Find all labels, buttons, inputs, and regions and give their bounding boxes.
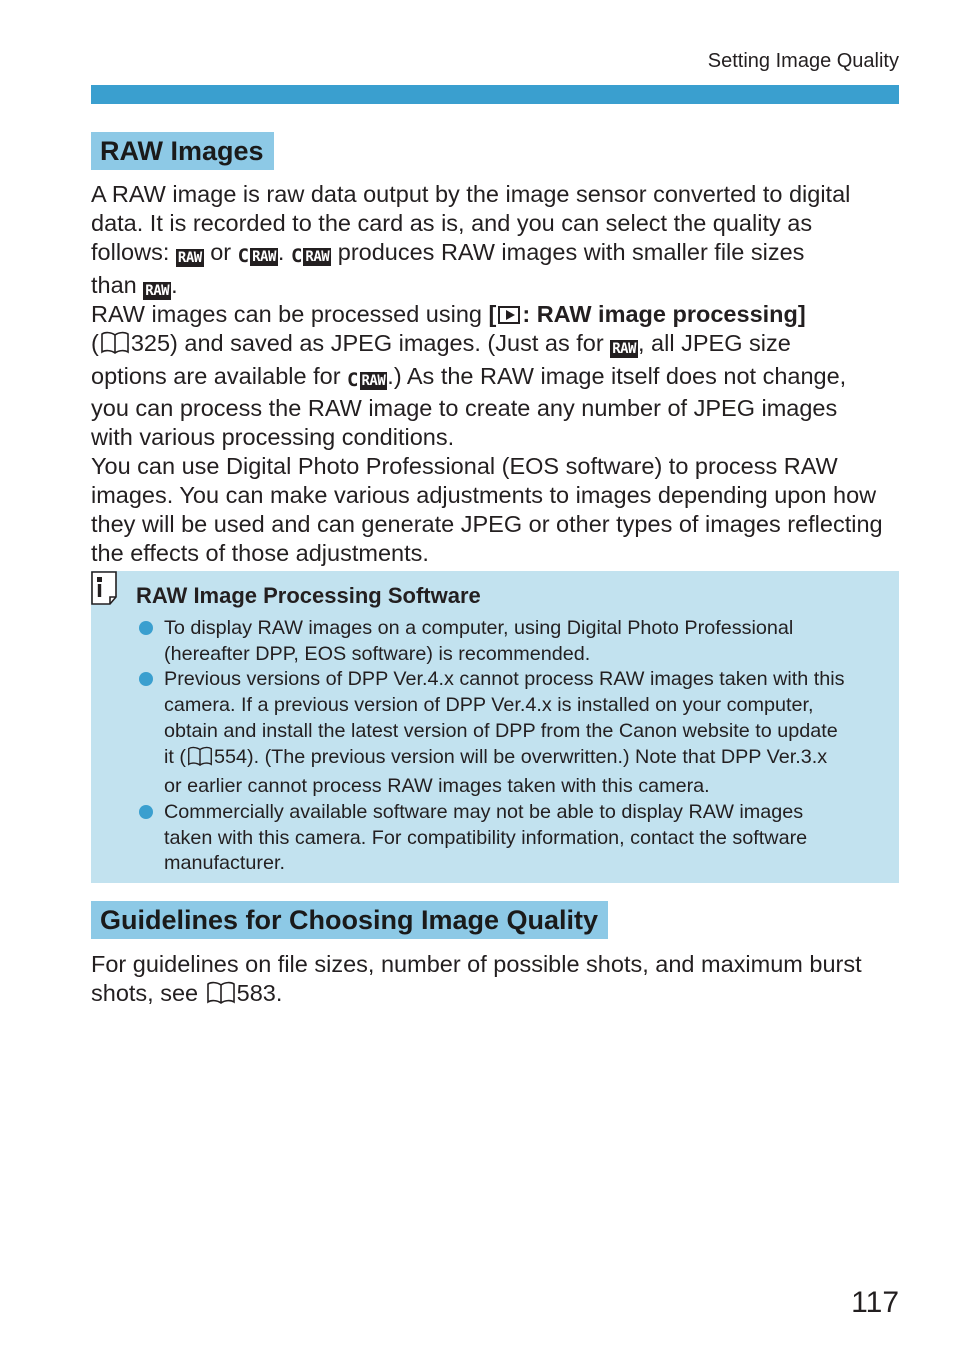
- body-line: [91, 238, 903, 271]
- craw-quality-icon: C RAW: [290, 244, 330, 267]
- text-run: RAW images can be processed using: [91, 300, 489, 327]
- body-line: [91, 329, 903, 362]
- text-run: options are available for: [91, 362, 348, 389]
- note-line: obtain and install the latest version of DPP from the Canon website to update: [164, 719, 838, 742]
- bullet-icon: [139, 672, 153, 686]
- body-line: [91, 271, 903, 300]
- header-bar: [91, 85, 899, 104]
- text-run: follows:: [91, 238, 176, 265]
- body-line: you can process the RAW image to create any number of JPEG images: [91, 395, 838, 422]
- body-line: A RAW image is raw data output by the image sensor converted to digital: [91, 181, 851, 207]
- text-run: 554). (The previous version will be overwritten.) Note that DPP Ver.3.x: [213, 745, 828, 768]
- book-reference-icon: [187, 746, 213, 775]
- note-line: [164, 745, 886, 775]
- text-run: .: [277, 238, 291, 265]
- body-line: You can use Digital Photo Professional (EOS software) to process RAW: [91, 453, 838, 480]
- body-line: [91, 362, 903, 395]
- note-line: To display RAW images on a computer, using Digital Photo Professional: [164, 617, 794, 639]
- body-line: For guidelines on file sizes, number of possible shots, and maximum burst: [91, 951, 862, 977]
- body-line: they will be used and can generate JPEG or other types of images reflecting: [91, 511, 883, 538]
- bullet-icon: [139, 805, 153, 819]
- text-run: , all JPEG size: [638, 329, 791, 356]
- raw-images-body: [91, 180, 903, 568]
- body-line: data. It is recorded to the card as is, and you can select the quality as: [91, 209, 813, 236]
- guidelines-body: [91, 950, 903, 1012]
- book-reference-icon: [100, 331, 130, 362]
- playback-icon: [498, 306, 520, 324]
- text-run: 583.: [236, 979, 283, 1006]
- running-header: Setting Image Quality: [707, 50, 899, 72]
- note-box: [91, 571, 899, 883]
- text-run: produces RAW images with smaller file sizes: [331, 238, 805, 265]
- list-item: [136, 616, 886, 667]
- body-line: [91, 300, 903, 329]
- craw-quality-icon: C RAW: [347, 368, 386, 391]
- text-run: shots, see: [91, 979, 205, 1006]
- note-line: manufacturer.: [164, 852, 285, 875]
- craw-quality-icon: C RAW: [237, 244, 276, 267]
- note-line: Previous versions of DPP Ver.4.x cannot process RAW images taken with this: [164, 668, 845, 691]
- body-line: the effects of those adjustments.: [91, 539, 429, 566]
- text-run: than: [91, 271, 144, 298]
- list-item: [136, 667, 886, 800]
- note-icon: [91, 571, 119, 610]
- book-reference-icon: [206, 981, 236, 1012]
- text-run: .: [171, 271, 178, 298]
- text-run: (: [91, 329, 99, 356]
- page-number: 117: [851, 1286, 899, 1319]
- note-line: (hereafter DPP, EOS software) is recommended.: [164, 642, 591, 665]
- body-line: images. You can make various adjustments to images depending upon how: [91, 482, 877, 509]
- bullet-icon: [139, 621, 153, 635]
- note-line: Commercially available software may not be able to display RAW images: [164, 800, 804, 823]
- note-list: [136, 616, 886, 877]
- section-heading-guidelines: Guidelines for Choosing Image Quality: [91, 901, 608, 939]
- list-item: [136, 800, 886, 877]
- body-line: [91, 979, 903, 1012]
- raw-quality-icon: RAW: [612, 340, 636, 357]
- note-line: taken with this camera. For compatibility information, contact the software: [164, 826, 808, 849]
- body-line: with various processing conditions.: [91, 424, 455, 451]
- note-line: camera. If a previous version of DPP Ver.4.x is installed on your computer,: [164, 694, 814, 717]
- raw-quality-icon: RAW: [177, 249, 202, 266]
- section-heading-raw-images: RAW Images: [91, 132, 274, 170]
- text-run: .) As the RAW image itself does not change,: [387, 362, 847, 389]
- text-run: 325) and saved as JPEG images. (Just as for: [130, 329, 611, 356]
- note-line: or earlier cannot process RAW images taken with this camera.: [164, 775, 710, 798]
- menu-reference: [ : RAW image processing]: [488, 300, 806, 327]
- raw-quality-icon: RAW: [145, 282, 170, 299]
- text-run: it (: [164, 745, 186, 768]
- note-title: RAW Image Processing Software: [136, 583, 481, 608]
- text-run: or: [203, 238, 238, 265]
